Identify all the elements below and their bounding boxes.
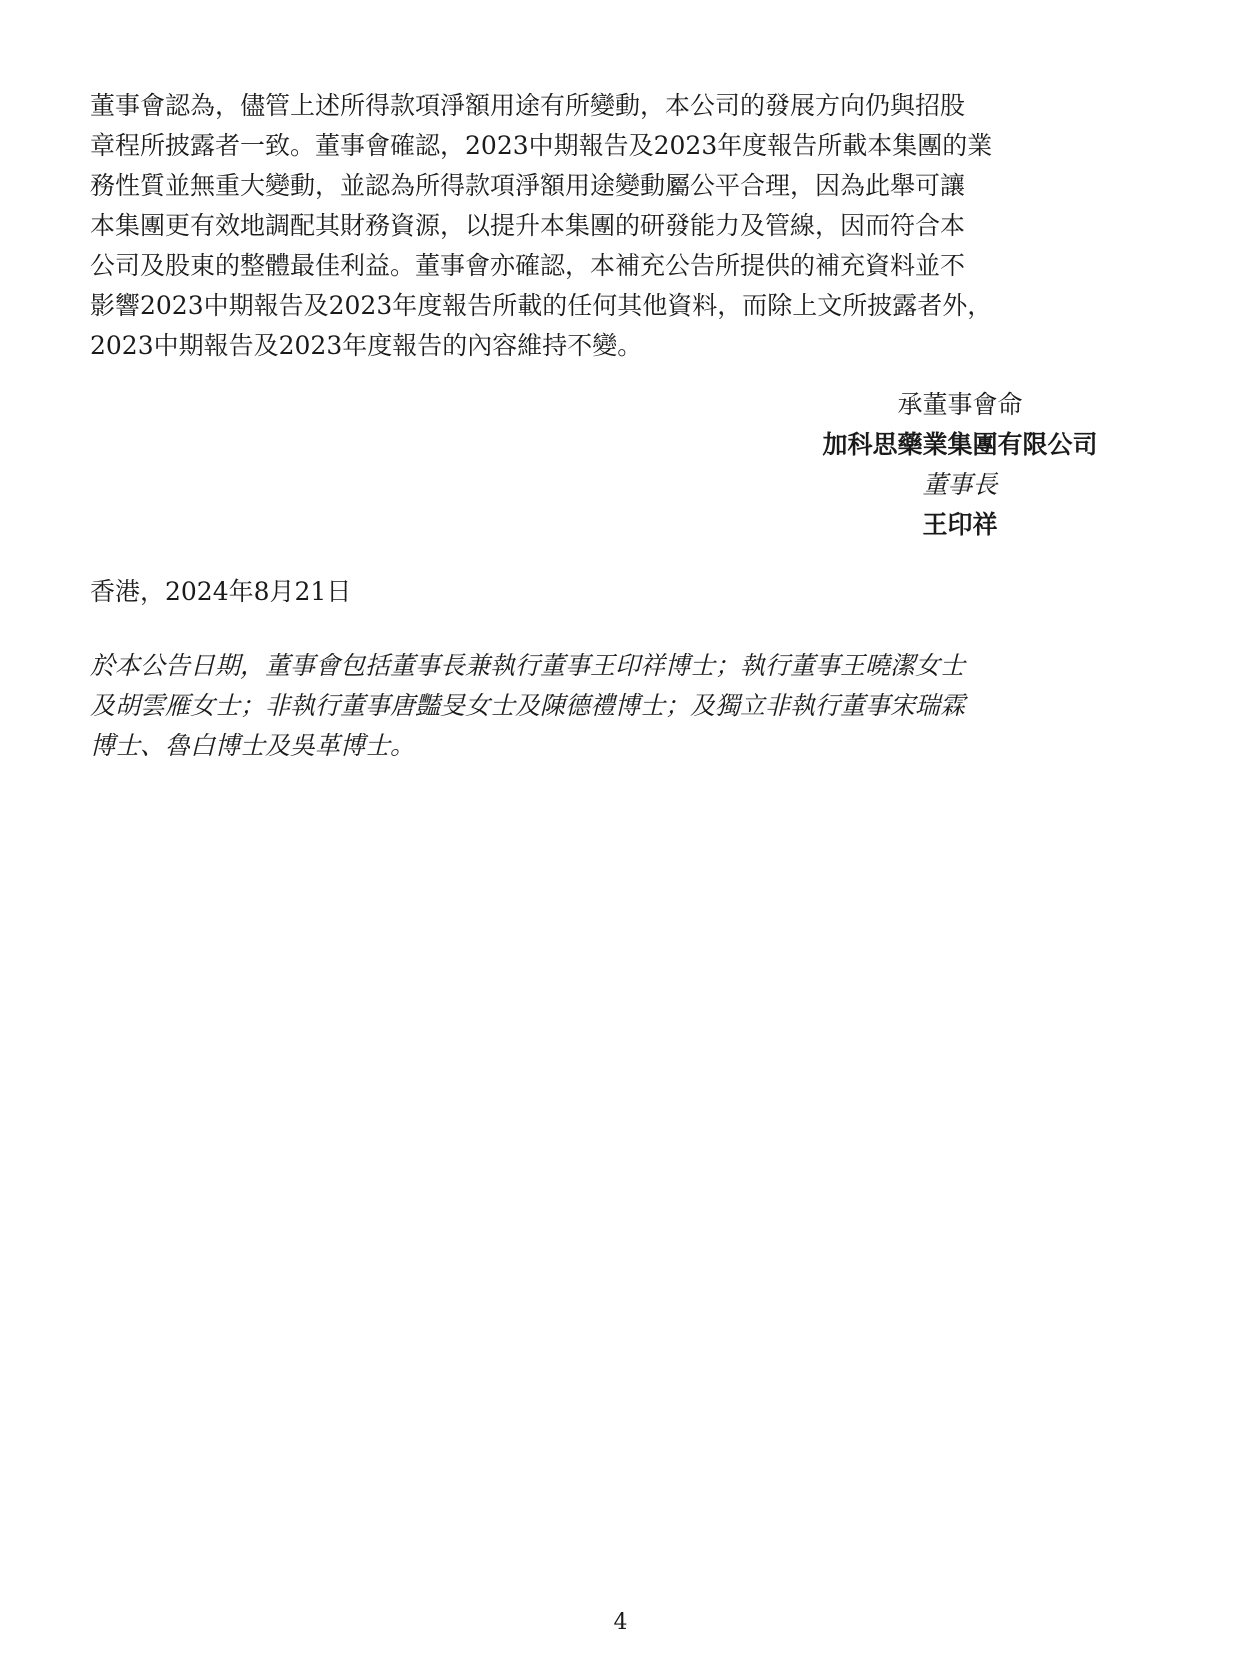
signatory-name: 王印祥	[922, 510, 998, 539]
paragraph-line: 董事會認為，儘管上述所得款項淨額用途有所變動，本公司的發展方向仍與招股	[90, 91, 966, 120]
signoff-block	[780, 385, 1140, 545]
paragraph-line: 務性質並無重大變動，並認為所得款項淨額用途變動屬公平合理，因為此舉可讓	[90, 171, 966, 200]
board-confirmation-paragraph	[90, 86, 1150, 366]
company-name: 加科思藥業集團有限公司	[822, 430, 1098, 459]
paragraph-line: 影響2023中期報告及2023年度報告所載的任何其他資料，而除上文所披露者外，	[90, 291, 993, 320]
paragraph-line: 章程所披露者一致。董事會確認，2023中期報告及2023年度報告所載本集團的業	[90, 131, 993, 160]
paragraph-line: 本集團更有效地調配其財務資源，以提升本集團的研發能力及管線，因而符合本	[90, 211, 966, 240]
page-number: 4	[613, 1610, 628, 1635]
paragraph-line: 及胡雲雁女士；非執行董事唐豔旻女士及陳德禮博士；及獨立非執行董事宋瑞霖	[90, 691, 966, 720]
by-order-of-board: 承董事會命	[897, 390, 1023, 419]
paragraph-line: 博士、魯白博士及吳革博士。	[90, 731, 416, 760]
signatory-title: 董事長	[922, 470, 998, 499]
paragraph-line: 於本公告日期，董事會包括董事長兼執行董事王印祥博士；執行董事王曉潔女士	[90, 651, 966, 680]
paragraph-line: 公司及股東的整體最佳利益。董事會亦確認，本補充公告所提供的補充資料並不	[90, 251, 966, 280]
place-and-date: 香港，2024年8月21日	[90, 577, 352, 606]
paragraph-line: 2023中期報告及2023年度報告的內容維持不變。	[90, 331, 643, 360]
directors-composition-paragraph	[90, 646, 1150, 766]
